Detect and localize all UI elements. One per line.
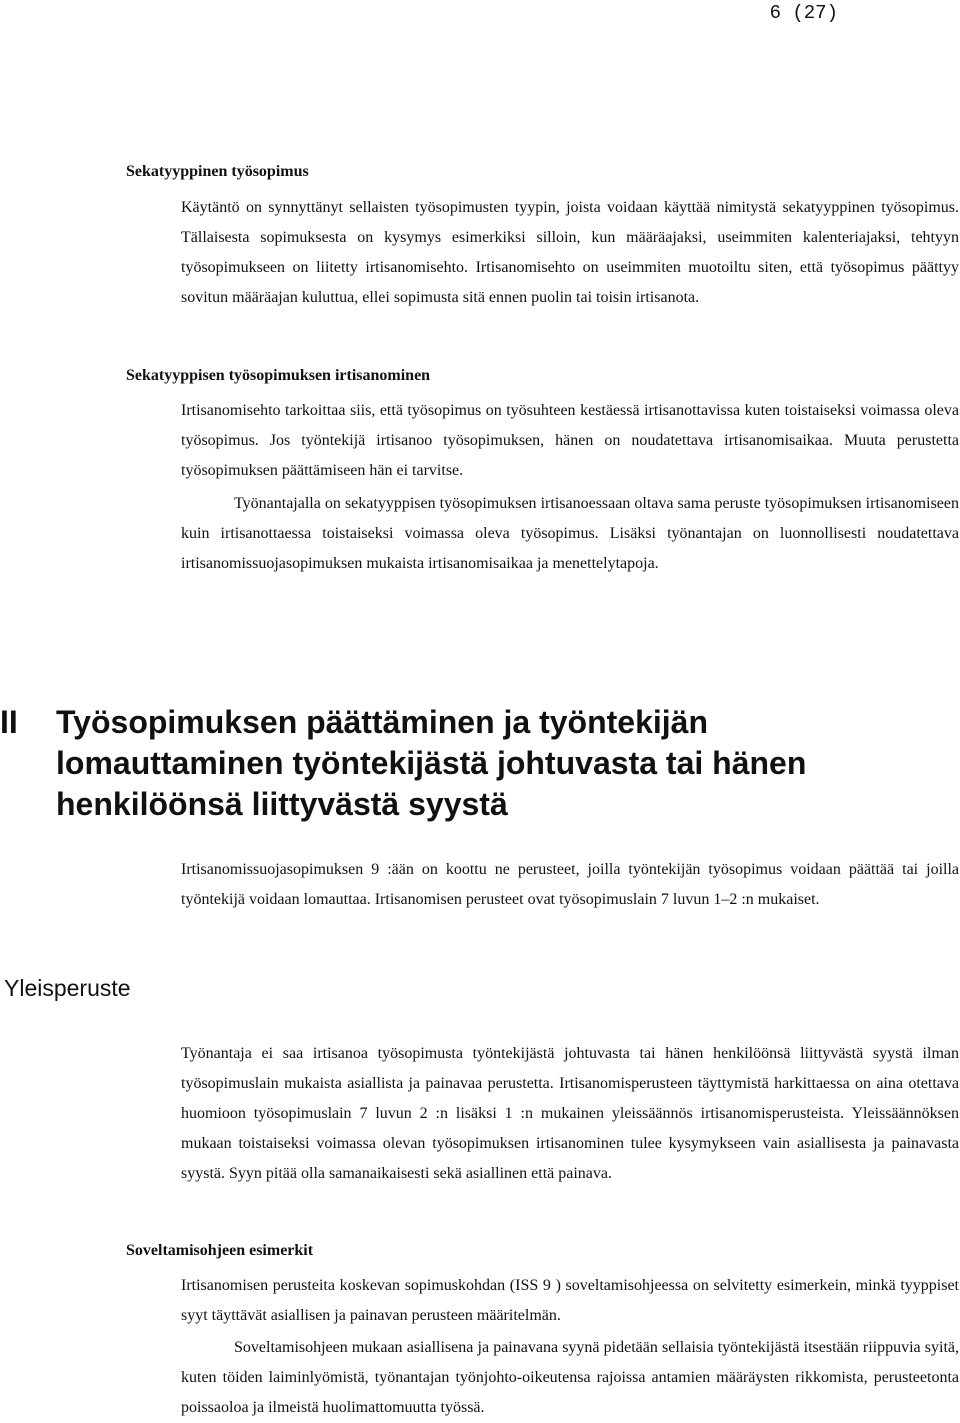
paragraph-yleisperuste: Työnantaja ei saa irtisanoa työsopimusta työntekijästä johtuvasta tai hänen henkilöönsä liittyvästä syystä ilman työsopimuslain mukaista asiallista ja painavaa perustetta. Irtisanomisperusteen täyttymistä harkittaessa on aina otettava huomioon työsopimuslain 7 luvun 2 :n lisäksi 1 :n mukainen yleissäännös irtisanomisperusteista. Yleissäännöksen mukaan toistaiseksi voimassa olevan työsopimuksen irtisanominen tulee kysymykseen vain asiallisesta ja painavasta syystä. Syyn pitää olla samanaikaisesti sekä asiallinen että painava. bbox=[181, 1045, 959, 1182]
heading-sekatyyppinen: Sekatyyppinen työsopimus bbox=[126, 163, 309, 180]
side-label-yleisperuste: Yleisperuste bbox=[4, 975, 131, 1001]
paragraph-soveltamisohje-1: Irtisanomisen perusteita koskevan sopimuskohdan (ISS 9 ) soveltamisohjeessa on selvitetty esimerkein, minkä tyyppiset syyt täyttävät asiallisen ja painavan perusteen määritelmän. bbox=[181, 1277, 959, 1324]
paragraph-sekatyyppinen: Käytäntö on synnyttänyt sellaisten työsopimusten tyypin, joista voidaan käyttää nimitystä sekatyyppinen työsopimus. Tällaisesta sopimuksesta on kysymys esimerkiksi silloin, kun määräajaksi, useimmiten kalenteriajaksi, tehtyyn työsopimukseen on liitetty irtisanomisehto. Irtisanomisehto on useimmiten muotoiltu siten, että työsopimus päättyy sovitun määräajan kuluttua, ellei sopimusta sitä ennen puolin tai toisin irtisanota. bbox=[181, 199, 959, 306]
heading-irtisanominen: Sekatyyppisen työsopimuksen irtisanominen bbox=[126, 367, 431, 384]
chapter-title: Työsopimuksen päättäminen ja työntekijän lomauttaminen työntekijästä johtuvasta tai hänen henkilöönsä liittyvästä syystä bbox=[56, 704, 807, 822]
paragraph-chapter-intro: Irtisanomissuojasopimuksen 9 :ään on koottu ne perusteet, joilla työntekijän työsopimus voidaan päättää tai joilla työntekijä voidaan lomauttaa. Irtisanomisen perusteet ovat työsopimuslain 7 luvun 1–2 :n mukaiset. bbox=[181, 861, 959, 908]
page-number: 6 (27) bbox=[769, 2, 838, 24]
paragraph-soveltamisohje-2: Soveltamisohjeen mukaan asiallisena ja painavana syynä pidetään sellaisia työntekijästä itsestään riippuvia syitä, kuten töiden laiminlyömistä, työnantajan työnjohto-oikeutensa rajoissa antamien määräysten rikkomista, perusteetonta poissaoloa ja ilmeistä huolimattomuutta työssä. bbox=[181, 1339, 959, 1416]
paragraph-irtisanominen-2: Työnantajalla on sekatyyppisen työsopimuksen irtisanoessaan oltava sama peruste työsopimuksen irtisanomiseen kuin irtisanottaessa toistaiseksi voimassa oleva työsopimus. Lisäksi työnantajan on luonnollisesti noudatettava irtisanomissuojasopimuksen mukaista irtisanomisaikaa ja menettelytapoja. bbox=[181, 495, 959, 572]
paragraph-irtisanominen-1: Irtisanomisehto tarkoittaa siis, että työsopimus on työsuhteen kestäessä irtisanottavissa kuten toistaiseksi voimassa oleva työsopimus. Jos työntekijä irtisanoo työsopimuksen, hänen on noudatettava irtisanomisaikaa. Muuta perustetta työsopimuksen päättämiseen hän ei tarvitse. bbox=[181, 402, 959, 479]
heading-soveltamisohje: Soveltamisohjeen esimerkit bbox=[126, 1242, 314, 1259]
chapter-number: II bbox=[0, 704, 18, 740]
